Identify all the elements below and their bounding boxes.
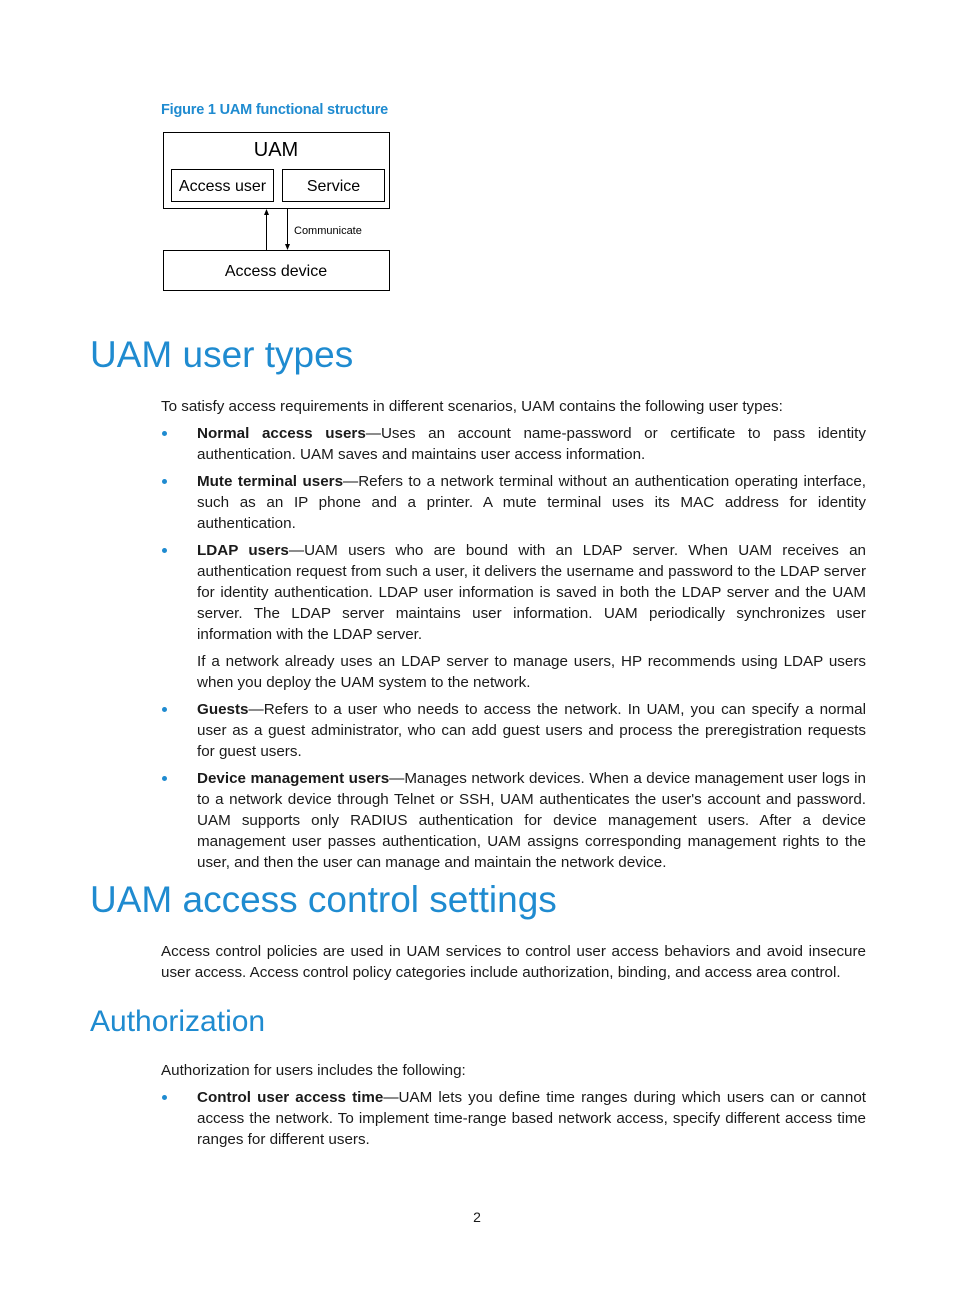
uam-structure-diagram <box>150 124 410 299</box>
bullet-icon <box>162 548 167 553</box>
list-item <box>161 1087 866 1150</box>
communicate-label: Communicate <box>294 225 362 237</box>
list-item <box>161 699 866 762</box>
list-item <box>161 423 866 465</box>
user-types-list <box>161 423 866 879</box>
section-title-user-types: UAM user types <box>90 334 354 375</box>
section-title-authorization: Authorization <box>90 1005 266 1038</box>
page-number: 2 <box>473 1209 481 1225</box>
list-item-term: LDAP users <box>197 542 289 559</box>
list-item-term: Mute terminal users <box>197 473 344 490</box>
list-item-term: Control user access time <box>197 1089 384 1106</box>
list-item-text: —UAM lets you define time ranges during which users can or cannot access the network. To implement time-range based network access, specify different access time ranges for different users. <box>197 1089 866 1148</box>
figure-caption: Figure 1 UAM functional structure <box>161 102 389 118</box>
list-item-text: —Refers to a user who needs to access the network. In UAM, you can specify a normal user as a guest administrator, who can add guest users and process the preregistration requests for guest users. <box>197 701 866 760</box>
bullet-icon <box>162 776 167 781</box>
authorization-list <box>161 1087 866 1156</box>
list-item <box>161 768 866 873</box>
list-item-text: —UAM users who are bound with an LDAP server. When UAM receives an authentication request from such a user, it delivers the username and password to the LDAP server for identity authentication. LDAP user information is saved in both the LDAP server and the UAM server. The LDAP server maintains user information. UAM periodically synchronizes user information with the LDAP server. <box>197 542 866 643</box>
bullet-icon <box>162 431 167 436</box>
list-item-term: Guests <box>197 701 249 718</box>
list-item <box>161 471 866 534</box>
access-user-label: Access user <box>178 178 267 195</box>
access-device-label: Access device <box>224 263 328 280</box>
list-item-text: —Uses an account name-password or certificate to pass identity authentication. UAM saves and maintains user access information. <box>197 425 866 463</box>
list-item-text: —Refers to a network terminal without an authentication operating interface, such as an IP phone and a printer. A mute terminal uses its MAC address for identity authentication. <box>197 473 866 532</box>
section-title-access-control: UAM access control settings <box>90 879 557 920</box>
access-control-intro: Access control policies are used in UAM services to control user access behaviors and avoid insecure user access. Access control policy categories include authorization, binding, and access area control. <box>161 943 866 981</box>
bullet-icon <box>162 1095 167 1100</box>
bullet-icon <box>162 707 167 712</box>
bullet-icon <box>162 479 167 484</box>
service-label: Service <box>306 178 361 195</box>
list-item-term: Device management users <box>197 770 390 787</box>
authorization-intro: Authorization for users includes the following: <box>161 1062 466 1079</box>
list-item-text: —Manages network devices. When a device management user logs in to a network device through Telnet or SSH, UAM authenticates the user's account and password. UAM supports only RADIUS authentication for device management users. After a device management user passes authentication, UAM assigns corresponding management rights to the user, and then the user can manage and maintain the network device. <box>197 770 867 871</box>
list-item-term: Normal access users <box>197 425 366 442</box>
uam-label: UAM <box>253 139 299 161</box>
list-item-note: If a network already uses an LDAP server to manage users, HP recommends using LDAP users when you deploy the UAM system to the network. <box>197 653 866 691</box>
user-types-intro: To satisfy access requirements in different scenarios, UAM contains the following user types: <box>161 398 783 415</box>
list-item <box>161 540 866 693</box>
